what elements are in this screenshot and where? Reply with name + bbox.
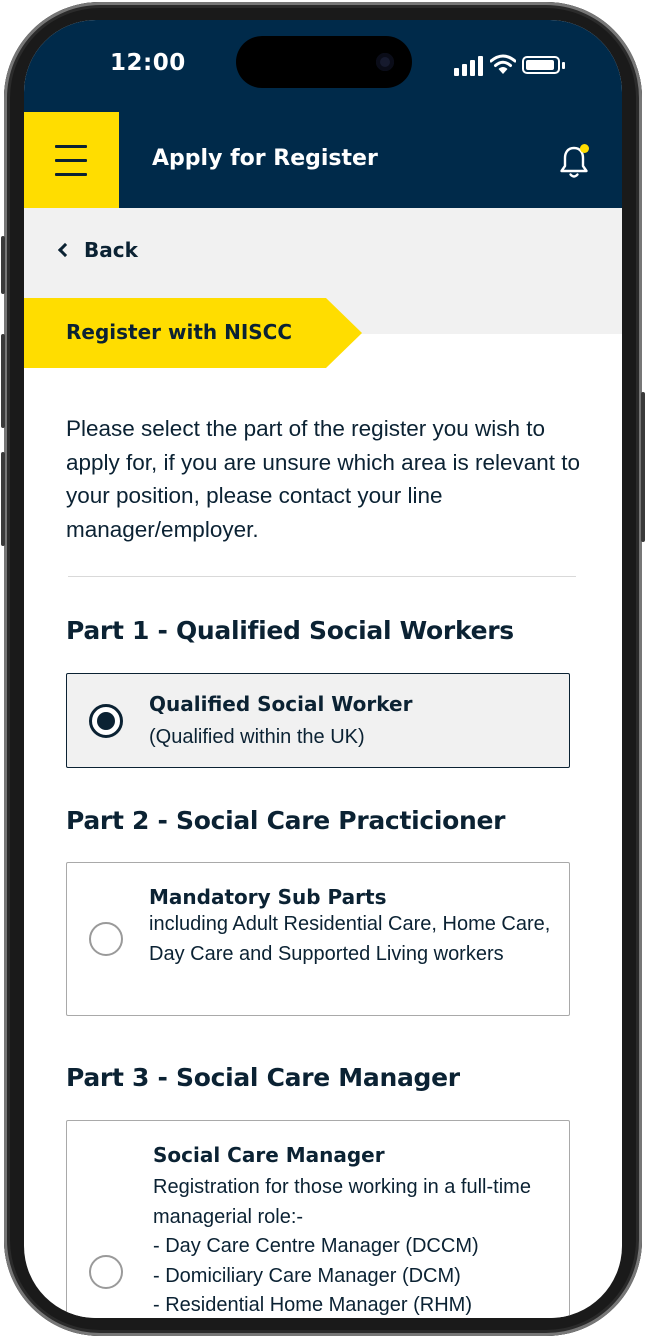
back-label: Back (84, 238, 138, 262)
notification-badge (580, 144, 589, 153)
chevron-left-icon (58, 243, 72, 257)
battery-tip (562, 62, 565, 69)
section-banner-label: Register with NISCC (66, 320, 293, 344)
status-icons (454, 54, 574, 76)
signal-bar (462, 64, 467, 76)
divider (68, 576, 576, 577)
option-title: Social Care Manager (153, 1143, 385, 1167)
menu-button[interactable] (24, 112, 119, 208)
part-3-heading: Part 3 - Social Care Manager (66, 1063, 460, 1092)
option-qualified-social-worker[interactable] (66, 673, 570, 768)
status-time: 12:00 (110, 50, 186, 76)
signal-icon (454, 68, 459, 76)
radio-mandatory-sub-parts[interactable] (89, 922, 123, 956)
option-mandatory-sub-parts[interactable] (66, 862, 570, 1016)
page-title: Apply for Register (152, 146, 378, 171)
camera-icon (376, 53, 394, 71)
option-subtitle: (Qualified within the UK) (149, 726, 365, 748)
power-button (641, 392, 645, 542)
back-button[interactable] (56, 238, 138, 262)
hamburger-line (55, 173, 87, 176)
signal-bar (470, 60, 475, 76)
option-subtitle: including Adult Residential Care, Home Care, Day Care and Supported Living workers (149, 913, 551, 965)
hamburger-icon (55, 145, 87, 148)
radio-social-care-manager[interactable] (89, 1255, 123, 1289)
radio-qualified-social-worker[interactable] (89, 704, 123, 738)
option-subtitle: Registration for those working in a full-time managerial role:- - Day Care Centre Manager (DCCM) - Domiciliary Care Manager (DCM) - Residential Home Manager (RHM) (153, 1176, 531, 1316)
volume-up-button (1, 334, 5, 428)
part-2-heading: Part 2 - Social Care Practicioner (66, 806, 506, 835)
option-title: Mandatory Sub Parts (149, 885, 387, 909)
option-social-care-manager[interactable] (66, 1120, 570, 1318)
screen (24, 20, 622, 1318)
part-1-heading: Part 1 - Qualified Social Workers (66, 616, 514, 645)
wifi-icon (490, 54, 516, 75)
dynamic-island (236, 36, 412, 88)
action-button (1, 236, 5, 294)
intro-text: Please select the part of the register you wish to apply for, if you are unsure which area is relevant to your position, please contact your line manager/employer. (66, 416, 581, 542)
signal-bar (478, 56, 483, 76)
volume-down-button (1, 452, 5, 546)
hamburger-line (55, 159, 87, 162)
option-title: Qualified Social Worker (149, 692, 413, 716)
battery-icon (522, 56, 560, 74)
